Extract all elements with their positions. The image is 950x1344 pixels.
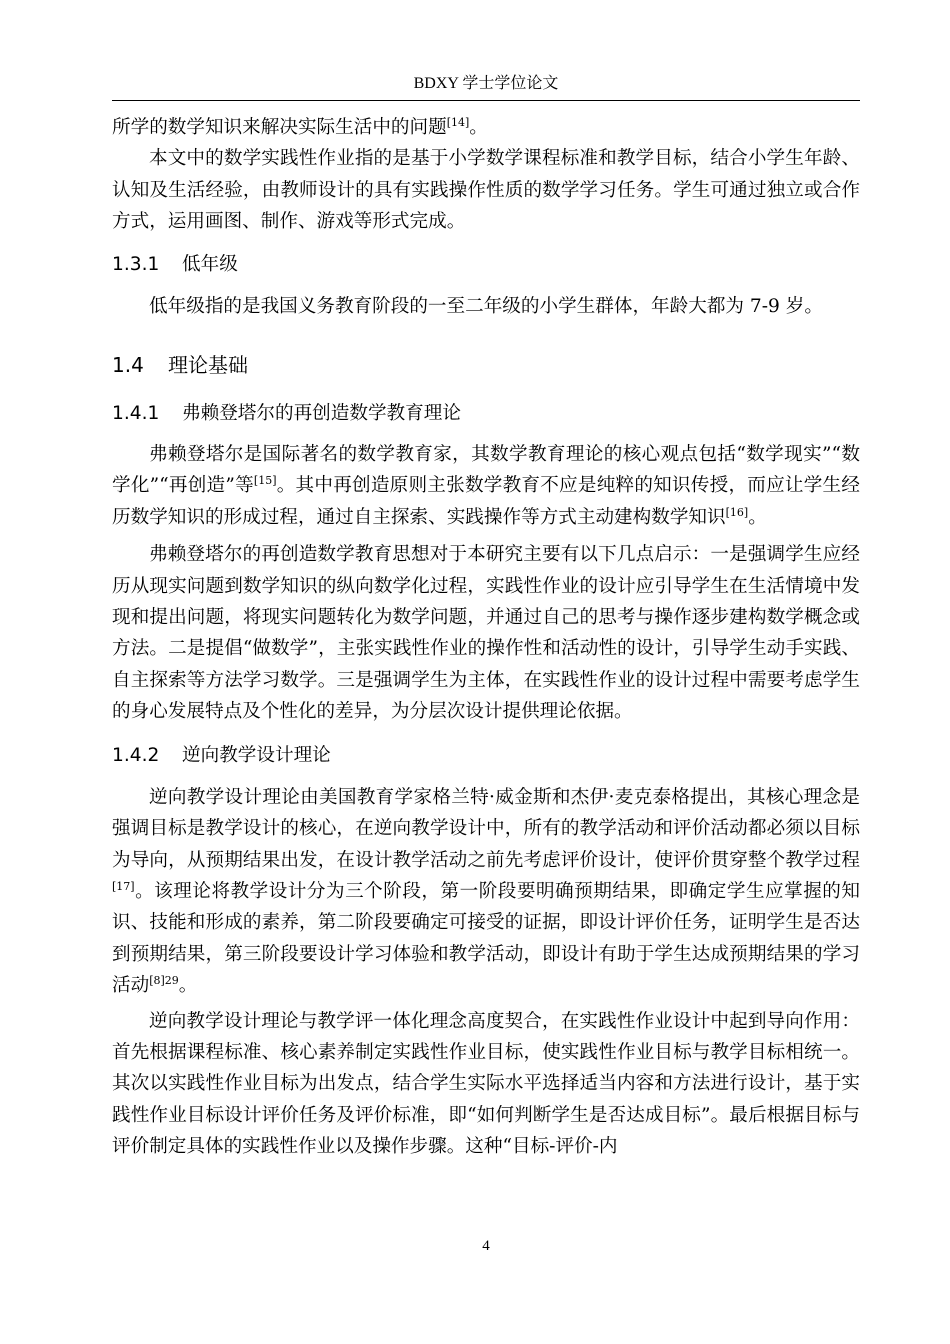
section-title: 逆向教学设计理论 — [182, 744, 331, 766]
citation: [14] — [446, 115, 470, 129]
citation: [15] — [253, 474, 277, 488]
section-number: 1.4.2 — [112, 744, 160, 766]
section-number: 1.4 — [112, 353, 144, 378]
paragraph-freudenthal-intro: 弗赖登塔尔是国际著名的数学教育家，其数学教育理论的核心观点包括“数学现实”“数学化”“再创造”等[15]。其中再创造原则主张数学教育不应是纯粹的知识传授，而应让学生经历数学知识的形成过程，通过自主探索、实践操作等方式主动建构数学知识[16]。 — [112, 444, 860, 528]
page-number: 4 — [482, 1238, 490, 1254]
section-number: 1.4.1 — [112, 403, 160, 425]
paragraph-freudenthal-implications: 弗赖登塔尔的再创造数学教育思想对于本研究主要有以下几点启示：一是强调学生应经历从现实问题到数学知识的纵向数学化过程，实践性作业的设计应引导学生在生活情境中发现和提出问题，将现实问题转化为数学问题，并通过自己的思考与操作逐步建构数学概念或方法。二是提倡“做数学”，主张实践性作业的操作性和活动性的设计，引导学生动手实践、自主探索等方法学习数学。三是强调学生为主体，在实践性作业的设计过程中需要考虑学生的身心发展特点及个性化的差异，为分层次设计提供理论依据。 — [112, 544, 860, 723]
running-header: BDXY 学士学位论文 — [413, 75, 559, 92]
paragraph-definition: 本文中的数学实践性作业指的是基于小学数学课程标准和教学目标，结合小学生年龄、认知及生活经验，由教师设计的具有实践操作性质的数学学习任务。学生可通过独立或合作方式，运用画图、制作、游戏等形式完成。 — [112, 148, 860, 233]
paragraph-low-grade: 低年级指的是我国义务教育阶段的一至二年级的小学生群体，年龄大都为 7-9 岁。 — [149, 295, 823, 317]
section-heading-1-3-1 — [112, 251, 860, 279]
citation: [16] — [725, 505, 749, 519]
section-heading-1-4-2 — [112, 742, 860, 770]
section-title: 低年级 — [182, 253, 238, 275]
section-title: 弗赖登塔尔的再创造数学教育理论 — [182, 403, 461, 425]
citation: [8]29 — [149, 973, 179, 987]
section-title: 理论基础 — [168, 353, 248, 378]
section-number: 1.3.1 — [112, 253, 160, 275]
header-rule — [112, 100, 860, 101]
page-body — [112, 112, 860, 1163]
paragraph-continuation: 所学的数学知识来解决实际生活中的问题[14]。 — [112, 115, 488, 138]
section-heading-1-4-1 — [112, 400, 860, 428]
citation: [17] — [112, 879, 135, 893]
paragraph-backward-design-intro: 逆向教学设计理论由美国教育学家格兰特·威金斯和杰伊·麦克泰格提出，其核心理念是强调目标是教学设计的核心，在逆向教学设计中，所有的教学活动和评价活动都必须以目标为导向，从预期结果出发，在设计教学活动之前先考虑评价设计，使评价贯穿整个教学过程[17]。该理论将教学设计分为三个阶段，第一阶段要明确预期结果，即确定学生应掌握的知识、技能和形成的素养，第二阶段要确定可接受的证据，即设计评价任务，证明学生是否达到预期结果，第三阶段要设计学习体验和教学活动，即设计有助于学生达成预期结果的学习活动$^{[8]29}$。 — [112, 786, 860, 997]
section-heading-1-4 — [112, 350, 860, 380]
paragraph-backward-design-application: 逆向教学设计理论与教学评一体化理念高度契合，在实践性作业设计中起到导向作用：首先根据课程标准、核心素养制定实践性作业目标，使实践性作业目标与教学目标相统一。其次以实践性作业目标为出发点，结合学生实际水平选择适当内容和方法进行设计，基于实践性作业目标设计评价任务及评价标准，即“如何判断学生是否达成目标”。最后根据目标与评价制定具体的实践性作业以及操作步骤。这种“目标-评价-内 — [112, 1010, 860, 1158]
